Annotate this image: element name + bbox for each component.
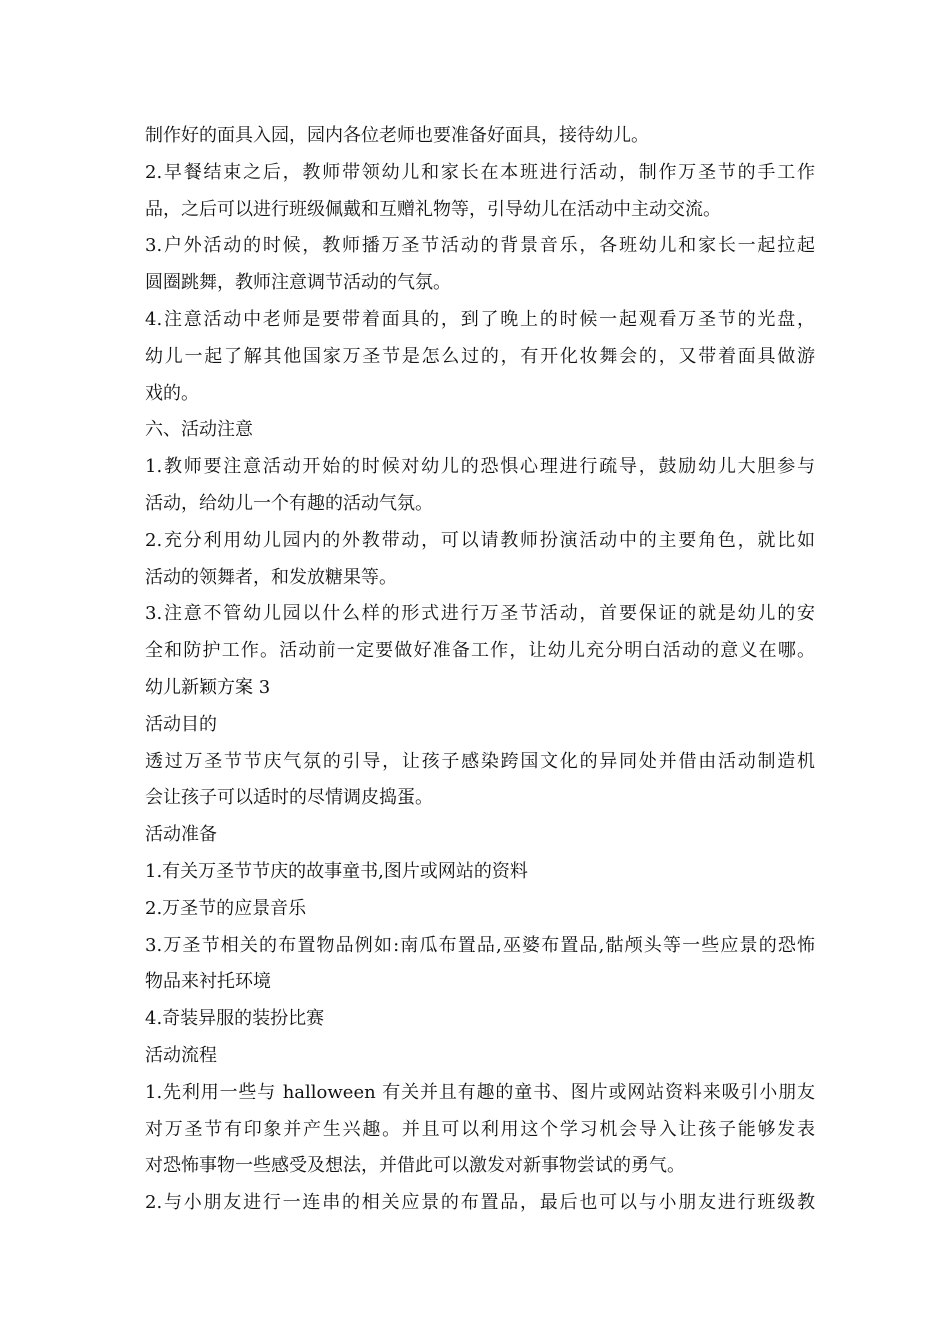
text-line: 2.与小朋友进行一连串的相关应景的布置品，最后也可以与小朋友进行班级教	[145, 1192, 815, 1214]
text-line: 会让孩子可以适时的尽情调皮捣蛋。	[145, 787, 433, 809]
text-line: 4.奇装异服的装扮比赛	[145, 1008, 325, 1030]
text-line: 幼儿一起了解其他国家万圣节是怎么过的，有开化妆舞会的，又带着面具做游	[145, 345, 815, 367]
section-heading: 活动准备	[145, 824, 217, 846]
text-line: 2.万圣节的应景音乐	[145, 897, 307, 919]
text-line: 活动的领舞者，和发放糖果等。	[145, 566, 397, 588]
text-line: 3.万圣节相关的布置物品例如:南瓜布置品,巫婆布置品,骷颅头等一些应景的恐怖	[145, 934, 815, 956]
document-body	[145, 118, 815, 1222]
text-line: 对万圣节有印象并产生兴趣。并且可以利用这个学习机会导入让孩子能够发表	[145, 1118, 815, 1140]
text-line: 品，之后可以进行班级佩戴和互赠礼物等，引导幼儿在活动中主动交流。	[145, 198, 721, 220]
text-line: 透过万圣节节庆气氛的引导，让孩子感染跨国文化的异同处并借由活动制造机	[145, 750, 815, 772]
text-line: 圆圈跳舞，教师注意调节活动的气氛。	[145, 272, 451, 294]
section-heading: 幼儿新颖方案 3	[145, 676, 271, 698]
text-line: 3.注意不管幼儿园以什么样的形式进行万圣节活动，首要保证的就是幼儿的安	[145, 603, 815, 625]
text-line: 1.先利用一些与 halloween 有关并且有趣的童书、图片或网站资料来吸引小朋友	[145, 1081, 815, 1103]
text-line: 4.注意活动中老师是要带着面具的，到了晚上的时候一起观看万圣节的光盘，	[145, 308, 815, 330]
text-line: 物品来衬托环境	[145, 971, 271, 993]
text-line: 制作好的面具入园，园内各位老师也要准备好面具，接待幼儿。	[145, 125, 649, 146]
section-heading: 活动流程	[145, 1044, 217, 1066]
text-line: 戏的。	[145, 382, 199, 404]
text-line: 2.早餐结束之后，教师带领幼儿和家长在本班进行活动，制作万圣节的手工作	[145, 161, 815, 183]
section-heading: 活动目的	[145, 713, 217, 735]
text-line: 3.户外活动的时候，教师播万圣节活动的背景音乐，各班幼儿和家长一起拉起	[145, 235, 815, 257]
section-heading: 六、活动注意	[145, 419, 253, 441]
text-line: 1.教师要注意活动开始的时候对幼儿的恐惧心理进行疏导，鼓励幼儿大胆参与	[145, 456, 815, 478]
text-line: 活动，给幼儿一个有趣的活动气氛。	[145, 492, 433, 514]
text-line: 1.有关万圣节节庆的故事童书,图片或网站的资料	[145, 860, 528, 882]
text-line: 2.充分利用幼儿园内的外教带动，可以请教师扮演活动中的主要角色，就比如	[145, 529, 815, 551]
text-line: 全和防护工作。活动前一定要做好准备工作，让幼儿充分明白活动的意义在哪。	[145, 640, 815, 662]
text-line: 对恐怖事物一些感受及想法，并借此可以激发对新事物尝试的勇气。	[145, 1155, 685, 1177]
